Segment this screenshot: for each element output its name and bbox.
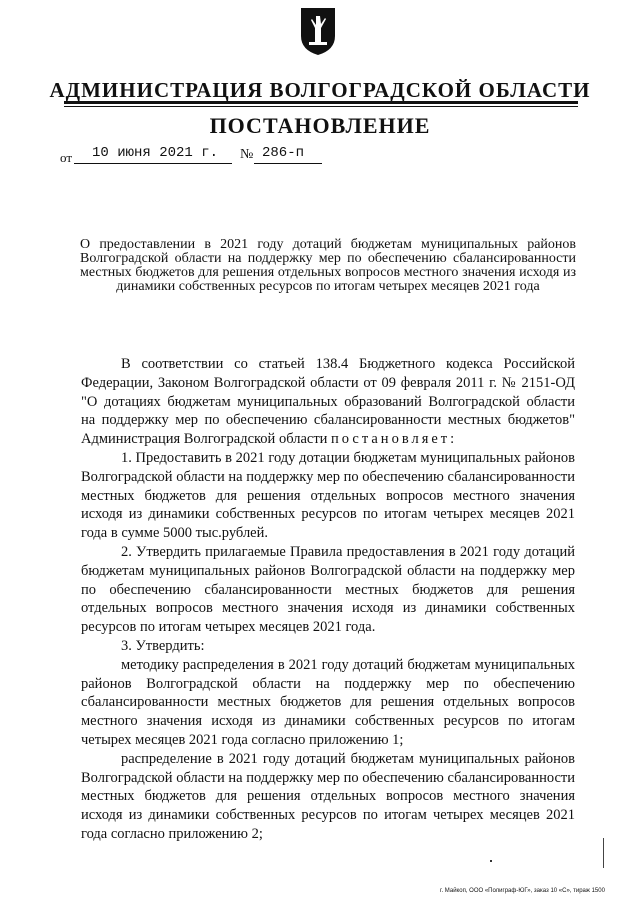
resolve-word: постановляет: [331, 431, 458, 448]
document-body [81, 355, 575, 844]
coat-of-arms-emblem [299, 6, 337, 56]
paragraph-3b: распределение в 2021 году дотаций бюджетам муниципальных районов Волгоградской области на поддержку мер по обеспечению сбалансированности местных бюджетов для решения отдельных вопросов местного значения исходя из динамики собственных ресурсов по итогам четырех месяцев 2021 года согласно приложению 2; [81, 750, 575, 842]
scan-edge-line [603, 838, 604, 868]
header-rule-thin [64, 106, 578, 107]
paragraph-2: 2. Утвердить прилагаемые Правила предоставления в 2021 году дотаций бюджетам муниципальных районов Волгоградской области на поддержку мер по обеспечению сбалансированности местных бюджетов для решения отдельных вопросов местного значения исходя из динамики собственных ресурсов по итогам четырех месяцев 2021 года. [81, 543, 575, 636]
number-prefix: № [240, 147, 254, 162]
preamble-paragraph [81, 355, 575, 449]
paragraph-3: 3. Утвердить: [121, 637, 205, 654]
header-rule-thick [64, 101, 578, 104]
paragraph-1: 1. Предоставить в 2021 году дотации бюджетам муниципальных районов Волгоградской области на поддержку мер по обеспечению сбалансированности местных бюджетов для решения отдельных вопросов местного значения исходя из динамики собственных ресурсов по итогам четырех месяцев 2021 года в сумме 5000 тыс.рублей. [81, 449, 575, 542]
date-prefix: от [60, 150, 73, 165]
preamble-text: В соответствии со статьей 138.4 Бюджетного кодекса Российской Федерации, Законом Волгоградской области от 09 февраля 2011 г. № 2151-ОД "О дотациях бюджетам муниципальных образований Волгоградской области на поддержку мер по обеспечению сбалансированности местных бюджетов" Администрация Волгоградской области [81, 356, 575, 448]
document-number: 286-п [262, 145, 305, 161]
organization-title: АДМИНИСТРАЦИЯ ВОЛГОГРАДСКОЙ ОБЛАСТИ [49, 78, 591, 102]
document-subject: О предоставлении в 2021 году дотаций бюджетам муниципальных районов Волгоградской области на поддержку мер по обеспечению сбалансированности местных бюджетов для решения отдельных вопросов местного значения исходя из динамики собственных ресурсов по итогам четырех месяцев 2021 года [80, 237, 576, 294]
printer-note: г. Майкоп, ООО «Полиграф-ЮГ», заказ 10 «С», тираж 1500 [440, 888, 605, 894]
document-type-title: ПОСТАНОВЛЕНИЕ [209, 113, 431, 138]
date-underline [74, 163, 232, 164]
document-date: 10 июня 2021 г. [92, 145, 219, 161]
scan-dot [490, 860, 492, 862]
paragraph-3a: методику распределения в 2021 году дотаций бюджетам муниципальных районов Волгоградской области на поддержку мер по обеспечению сбалансированности местных бюджетов для решения отдельных вопросов местного значения исходя из динамики собственных ресурсов по итогам четырех месяцев 2021 года согласно приложению 1; [81, 656, 575, 748]
number-underline [254, 163, 322, 164]
